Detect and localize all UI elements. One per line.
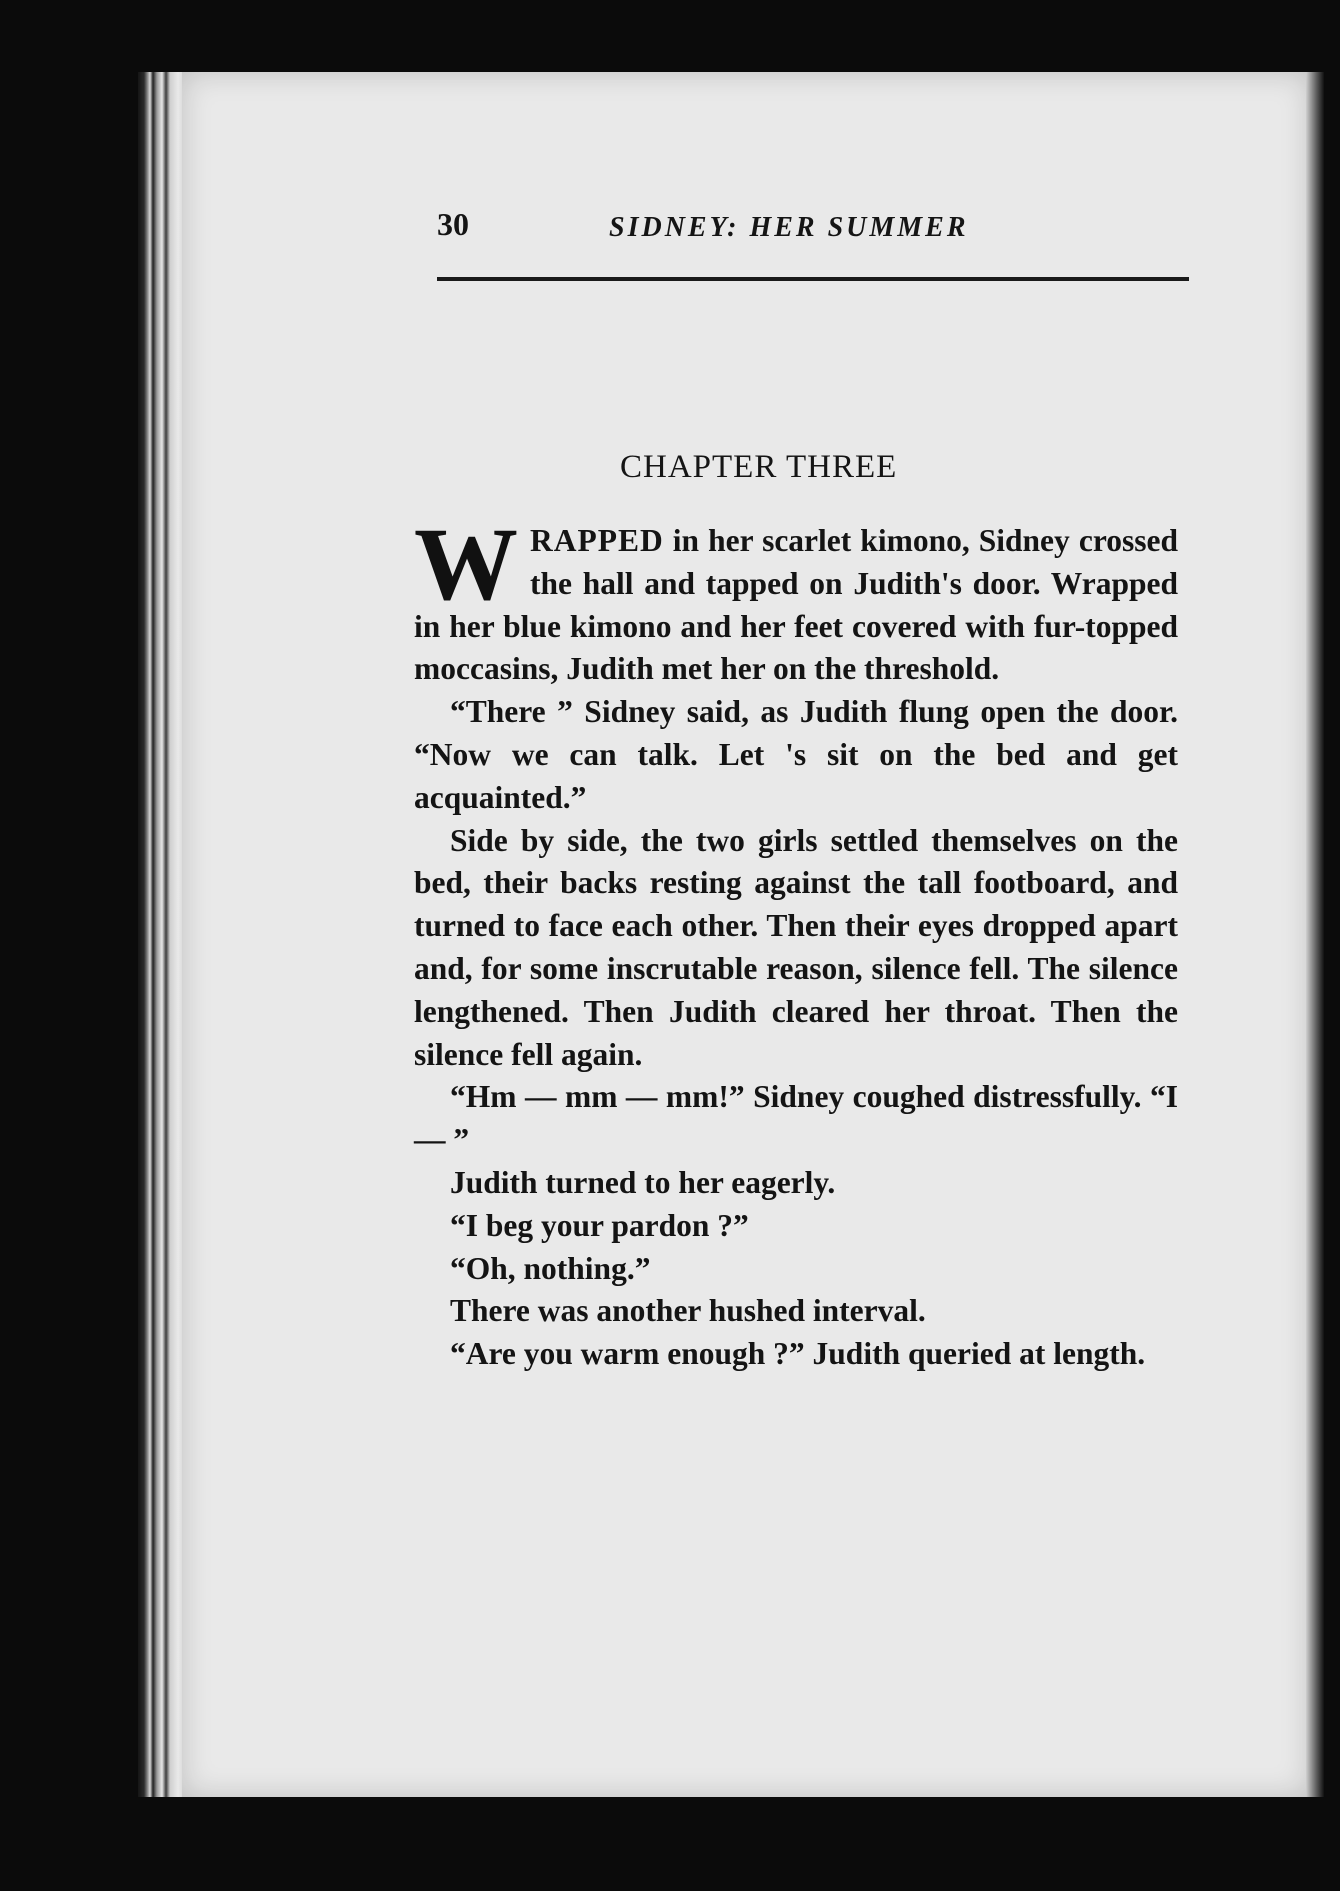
header-rule [437, 277, 1189, 281]
page-number: 30 [437, 206, 469, 242]
paragraph-text: in her scarlet kimono, Sidney crossed the hall and tapped on Judith's door. Wrapped in her blue kimono and her feet covered with fur-topped moccasins, Judith met her on the threshold. [414, 523, 1178, 687]
drop-cap-letter: W [414, 507, 518, 622]
paragraph-1 [414, 507, 1178, 691]
body-text [414, 507, 1178, 1376]
chapter-title: CHAPTER THREE [620, 449, 898, 485]
paragraph-6: “I beg your pardon ?” [450, 1207, 749, 1243]
running-header [437, 206, 1189, 256]
paragraph-7: “Oh, nothing.” [450, 1250, 651, 1286]
book-spine-binding [138, 72, 186, 1797]
paragraph-5: Judith turned to her eagerly. [450, 1164, 836, 1200]
paragraph-2: “There ” Sidney said, as Judith flung open the door. “Now we can talk. Let 's sit on the bed and get acquainted.” [414, 694, 1178, 815]
running-head-title: SIDNEY: HER SUMMER [609, 212, 969, 243]
paragraph-4: “Hm — mm — mm!” Sidney coughed distressfully. “I — ” [414, 1079, 1178, 1158]
paragraph-9: “Are you warm enough ?” Judith queried at length. [450, 1336, 1146, 1372]
page-edge-shadow [1306, 72, 1324, 1797]
opening-words: RAPPED [530, 523, 664, 558]
paragraph-8: There was another hushed interval. [450, 1293, 926, 1329]
paragraph-3: Side by side, the two girls settled themselves on the bed, their backs resting against the tall footboard, and turned to face each other. Then their eyes dropped apart and, for some inscrutable reason, silence fell. The silence lengthened. Then Judith cleared her throat. Then the silence fell again. [414, 822, 1178, 1072]
